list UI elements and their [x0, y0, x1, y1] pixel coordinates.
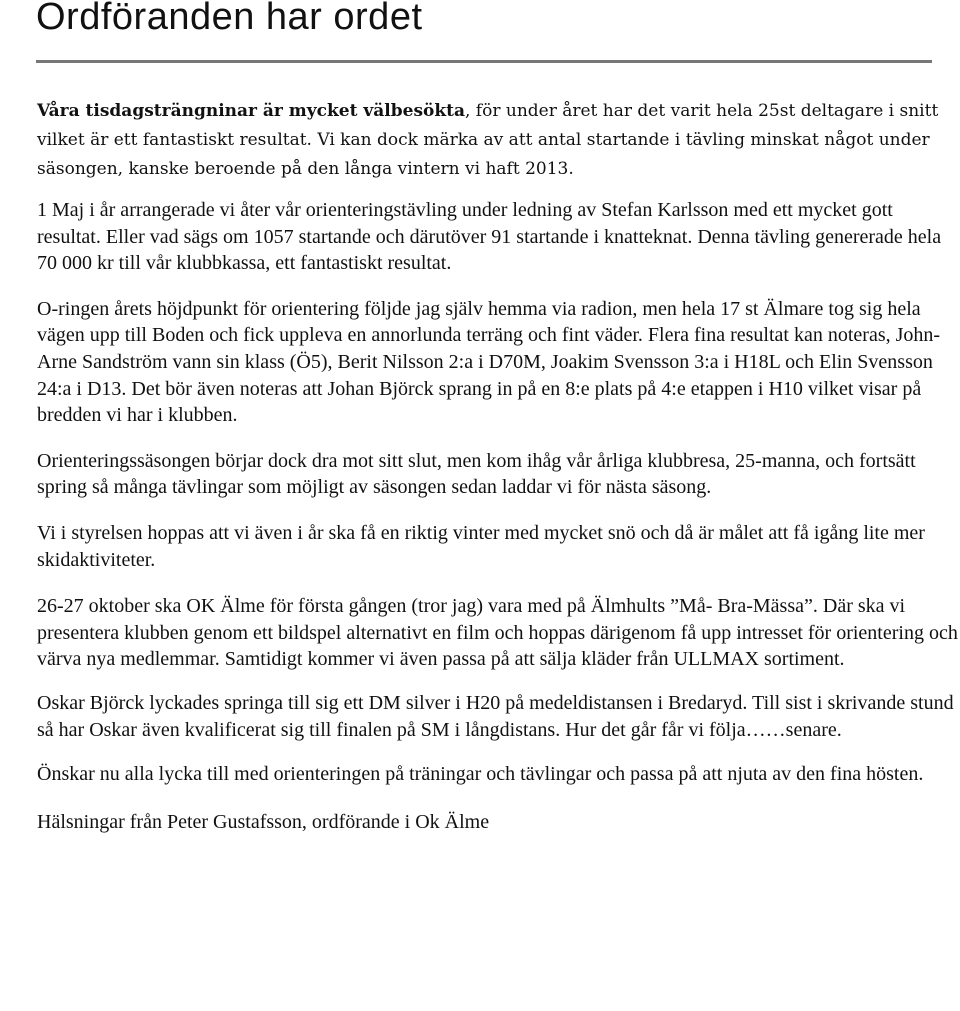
- article-body: [37, 97, 958, 835]
- paragraph-wishes: Önskar nu alla lycka till med orienteringen på träningar och tävlingar och passa på att njuta av den fina hösten.: [37, 763, 924, 786]
- intro-paragraph: [37, 97, 958, 184]
- paragraph-o-ringen: O-ringen årets höjdpunkt för orientering följde jag själv hemma via radion, men hela 17 st Älmare tog sig hela vägen upp till Boden och fick uppleva en annorlunda terräng och fint väder. Flera fina resultat kan noteras, John-Arne Sandström vann sin klass (Ö5), Berit Nilsson 2:a i D70M, Joakim Svensson 3:a i H18L och Elin Svensson 24:a i D13. Det bör även noteras att Johan Björck sprang in på en 8:e plats på 4:e etappen i H10 vilket visar på bredden vi har i klubben.: [37, 297, 941, 427]
- paragraph-dm-silver: Oskar Björck lyckades springa till sig ett DM silver i H20 på medeldistansen i Bredaryd. Till sist i skrivande stund så har Oskar även kvalificerat sig till finalen på SM i långdistans. Hur det går får vi följa……senare.: [37, 691, 954, 741]
- signature: Hälsningar från Peter Gustafsson, ordförande i Ok Älme: [37, 810, 490, 833]
- intro-text: , för under året har det varit hela 25st deltagare i snitt vilket är ett fantastiskt resultat. Vi kan dock märka av att antal startande i tävling minskat något under säsongen, kanske beroende på den långa vintern vi haft 2013.: [37, 101, 939, 179]
- page-title: Ordföranden har ordet: [36, 0, 423, 38]
- paragraph-fair: 26-27 oktober ska OK Älme för första gången (tror jag) vara med på Älmhults ”Må- Bra-Mässa”. Där ska vi presentera klubben genom ett bildspel alternativt en film och hoppas därigenom få upp intresset för orientering och värva nya medlemmar. Samtidigt kommer vi även passa på att sälja kläder från ULLMAX sortiment.: [37, 595, 958, 671]
- title-divider: [36, 60, 932, 63]
- paragraph-season-end: Orienteringssäsongen börjar dock dra mot sitt slut, men kom ihåg vår årliga klubbresa, 25-manna, och fortsätt spring så många tävlingar som möjligt av säsongen sedan laddar vi för nästa säsong.: [37, 449, 916, 499]
- paragraph-competition: 1 Maj i år arrangerade vi åter vår orienteringstävling under ledning av Stefan Karlsson med ett mycket gott resultat. Eller vad sägs om 1057 startande och därutöver 91 startande i knatteknat. Denna tävling genererade hela 70 000 kr till vår klubbkassa, ett fantastiskt resultat.: [37, 199, 942, 275]
- paragraph-winter: Vi i styrelsen hoppas att vi även i år ska få en riktig vinter med mycket snö och då är målet att få igång lite mer skidaktiviteter.: [37, 521, 925, 571]
- intro-lead-bold: Våra tisdagsträngninar är mycket välbesökta: [37, 101, 465, 121]
